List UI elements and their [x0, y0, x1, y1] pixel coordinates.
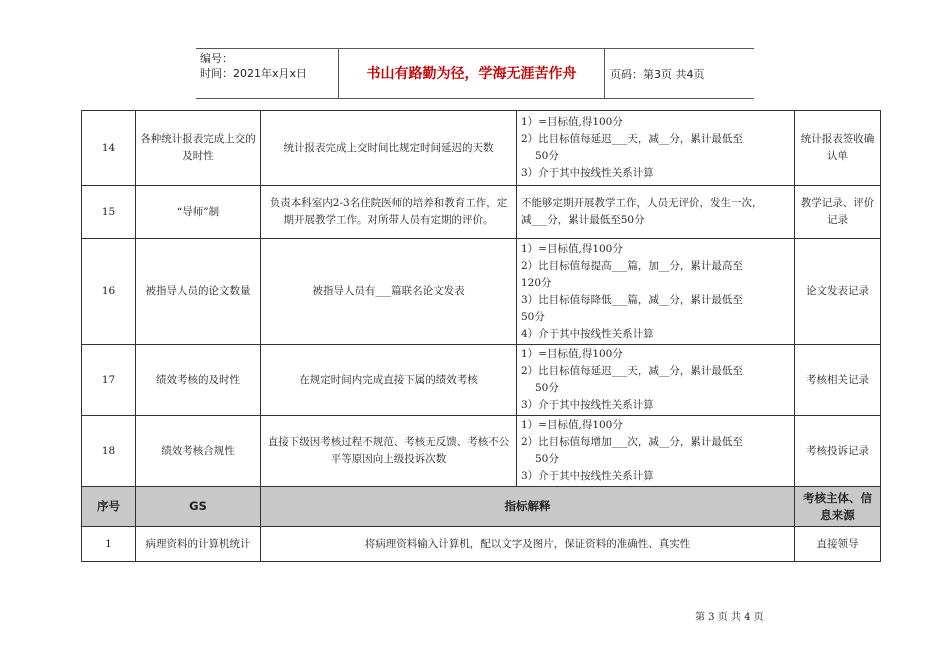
header-explanation: 指标解释: [261, 487, 795, 527]
row-number: 15: [82, 186, 136, 239]
scoring-criteria: [517, 239, 795, 345]
header-page-number: 页码：第3页 共4页: [610, 68, 705, 81]
page-footer: 第 3 页 共 4 页: [695, 612, 764, 623]
criteria-line: 3）比目标值每降低___篇，减__分，累计最低至: [521, 293, 743, 306]
row-number: 16: [82, 239, 136, 345]
data-source: 论文发表记录: [795, 239, 881, 345]
criteria-line: 2）比目标值每延迟___天，减__分，累计最低至: [521, 133, 743, 145]
header-motto: 书山有路勤为径，学海无涯苦作舟: [366, 66, 577, 82]
table-row: [82, 239, 881, 345]
criteria-line: 1）=目标值,得100分: [521, 242, 623, 255]
row-number: 18: [82, 416, 136, 487]
data-source: 直接领导: [795, 527, 881, 562]
gs-explanation: 将病理资料输入计算机，配以文字及图片，保证资料的准确性、真实性: [261, 527, 795, 562]
criteria-line: 2）比目标值每延迟___天，减__分，累计最低至: [521, 365, 743, 377]
criteria-line: 50分: [521, 310, 545, 323]
header-no: 序号: [82, 487, 136, 527]
header-divider: [604, 49, 605, 98]
criteria-line: 2）比目标值每增加___次，减__分，累计最低至: [521, 436, 743, 448]
criteria-line: 1）=目标值,得100分: [521, 348, 623, 360]
criteria-line: 4）介于其中按线性关系计算: [521, 327, 654, 340]
indicator-definition: 负责本科室内2-3名住院医师的培养和教育工作，定期开展教学工作。对所带人员有定期的评价。: [261, 186, 517, 239]
scoring-criteria: [517, 345, 795, 416]
table-row: [82, 416, 881, 487]
indicator-definition: 统计报表完成上交时间比规定时间延迟的天数: [261, 111, 517, 186]
scoring-criteria: [517, 416, 795, 487]
row-number: 14: [82, 111, 136, 186]
criteria-line: 2）比目标值每提高___篇，加__分，累计最高至: [521, 259, 743, 272]
table-row: [82, 527, 881, 562]
criteria-line: 减___分，累计最低至50分: [521, 214, 645, 226]
criteria-line: 50分: [535, 382, 559, 394]
indicator-name: 绩效考核的及时性: [136, 345, 261, 416]
indicator-definition: 直接下级因考核过程不规范、考核无反馈、考核不公平等原因向上级投诉次数: [261, 416, 517, 487]
table-row: [82, 111, 881, 186]
data-source: 教学记录、评价记录: [795, 186, 881, 239]
criteria-line: 3）介于其中按线性关系计算: [521, 399, 654, 411]
time-label: 时间：2021年x月x日: [200, 67, 308, 80]
row-number: 17: [82, 345, 136, 416]
code-label: 编号：: [200, 52, 233, 65]
criteria-line: 120分: [521, 276, 552, 289]
indicator-definition: 被指导人员有___篇联名论文发表: [261, 239, 517, 345]
kpi-table: [81, 110, 881, 562]
header-meta: [200, 51, 307, 81]
criteria-line: 不能够定期开展教学工作，人员无评价，发生一次，: [521, 197, 763, 209]
criteria-line: 3）介于其中按线性关系计算: [521, 470, 654, 482]
section-header-row: [82, 487, 881, 527]
criteria-line: 50分: [535, 453, 559, 465]
data-source: 统计报表签收确认单: [795, 111, 881, 186]
criteria-line: 50分: [535, 150, 559, 162]
criteria-line: 3）介于其中按线性关系计算: [521, 167, 654, 179]
indicator-name: 绩效考核合规性: [136, 416, 261, 487]
page-header: [196, 48, 754, 99]
criteria-line: 1）=目标值,得100分: [521, 116, 623, 128]
scoring-criteria: [517, 186, 795, 239]
header-source: 考核主体、信息来源: [795, 487, 881, 527]
indicator-name: 各种统计报表完成上交的及时性: [136, 111, 261, 186]
data-source: 考核相关记录: [795, 345, 881, 416]
table-row: [82, 345, 881, 416]
header-gs: GS: [136, 487, 261, 527]
row-number: 1: [82, 527, 136, 562]
indicator-name: “导师”制: [136, 186, 261, 239]
scoring-criteria: [517, 111, 795, 186]
table-row: [82, 186, 881, 239]
data-source: 考核投诉记录: [795, 416, 881, 487]
gs-name: 病理资料的计算机统计: [136, 527, 261, 562]
indicator-name: 被指导人员的论文数量: [136, 239, 261, 345]
criteria-line: 1）=目标值,得100分: [521, 419, 623, 431]
indicator-definition: 在规定时间内完成直接下属的绩效考核: [261, 345, 517, 416]
